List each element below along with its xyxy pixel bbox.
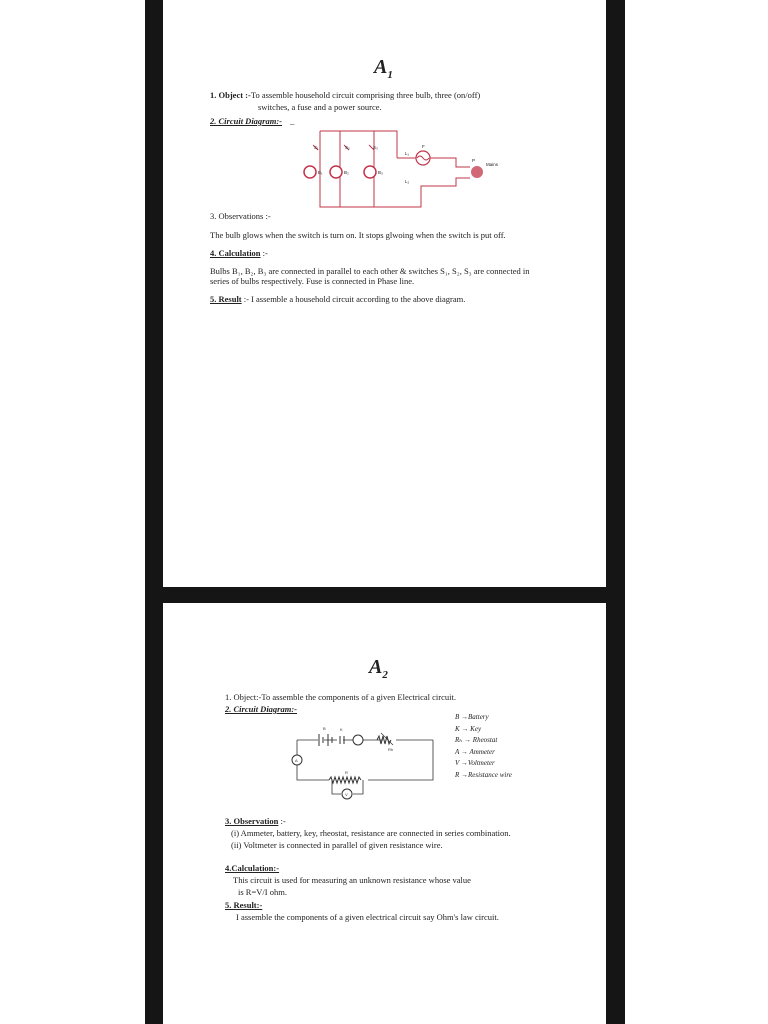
legend-rheostat: Rₕ → Rheostat [455, 736, 498, 744]
page-1-title-sub: 1 [387, 69, 393, 81]
phase-label: L₁ [405, 151, 410, 156]
observation-dash-2: :- [280, 816, 286, 826]
left-margin [0, 0, 145, 1024]
object-text-2-page: 1. Object:-To assemble the components of a given Electrical circuit. [225, 692, 456, 702]
component-legend [455, 712, 512, 781]
result-heading-2 [225, 900, 262, 911]
battery-label: B [323, 726, 326, 731]
bulb-3-label: B₃ [378, 170, 383, 175]
rheostat-label: Rh [388, 747, 394, 752]
fuse-label: F [422, 144, 425, 149]
legend-ammeter: A → Ammeter [455, 747, 495, 756]
mains-socket-icon [471, 166, 483, 178]
result-text: :- I assemble a household circuit according to the above diagram. [243, 294, 466, 304]
calculation-text-2: series of bulbs respectively. Fuse is connected in Phase line. [210, 276, 415, 286]
result-label-2: 5. Result:- [225, 900, 263, 910]
observation-item-1: (i) Ammeter, battery, key, rheostat, resistance are connected in series combination. [231, 828, 511, 838]
object-label: 1. Object :- [210, 90, 251, 100]
bulb-2-label: B₂ [344, 170, 349, 175]
page-1 [163, 0, 606, 587]
mains-p-label: P [472, 158, 476, 163]
resistance-wire-symbol [329, 777, 361, 783]
calculation-label-2: 4.Calculation:- [225, 863, 280, 873]
bulb-symbols [304, 166, 376, 178]
object-text-2: switches, a fuse and a power source. [258, 102, 382, 112]
diagram-label-2: 2. Circuit Diagram:- [225, 704, 298, 714]
observation-text: The bulb glows when the switch is turn on. It stops glwoing when the switch is put off. [210, 230, 506, 240]
bulb-1-label: B₁ [318, 170, 323, 175]
calculation-label: 4. Calculation [210, 248, 261, 258]
result-line [210, 294, 465, 305]
bulb-1-symbol [304, 166, 316, 178]
ammeter-symbol [353, 735, 363, 745]
key-label: K [340, 727, 343, 732]
observation-item-2: (ii) Voltmeter is connected in parallel of given resistance wire. [231, 840, 443, 850]
bulb-3-symbol [364, 166, 376, 178]
legend-battery: B →Battery [455, 713, 489, 721]
switch-2-label: S₂ [345, 145, 350, 150]
diagram-label: 2. Circuit Diagram:- [210, 116, 283, 126]
ammeter-label: A [295, 758, 298, 763]
bulb-2-symbol [330, 166, 342, 178]
ohms-law-circuit-diagram [163, 603, 606, 1024]
calculation-heading-2 [225, 863, 279, 874]
rheostat-arrow [381, 733, 393, 745]
result-label: 5. Result [210, 294, 242, 304]
switch-1-label: S₁ [314, 145, 319, 150]
observation-label: 3. Observations :- [210, 211, 271, 221]
page-2-title-letter: A [369, 656, 383, 678]
calculation-heading [210, 248, 268, 259]
diagram-dash: _ [290, 116, 295, 126]
result-text-2: I assemble the components of a given electrical circuit say Ohm's law circuit. [236, 912, 499, 922]
page-1-title-letter: A [374, 56, 388, 78]
calculation-dash: :- [262, 248, 268, 258]
calculation-text-2-1: This circuit is used for measuring an unknown resistance whose value [233, 875, 471, 885]
resistance-label: R [345, 770, 348, 775]
legend-resistance-wire: R →Resistance wire [455, 770, 512, 779]
legend-key: K → Key [455, 724, 482, 733]
object-text: To assemble household circuit comprising three bulb, three (on/off) [250, 90, 481, 100]
calculation-text-2-2: is R=V/I ohm. [238, 887, 287, 897]
legend-voltmeter: V →Voltmeter [455, 759, 495, 767]
neutral-label: L₂ [405, 179, 410, 184]
page-2 [163, 603, 606, 1024]
observation-label-2: 3. Observation [225, 816, 279, 826]
observation-heading-2 [225, 816, 286, 827]
circuit-wires [320, 131, 470, 207]
voltmeter-label: V [345, 792, 348, 797]
switch-3-label: S₃ [373, 145, 378, 150]
circuit-wires-2 [297, 740, 433, 794]
calculation-text: Bulbs B₁, B₂, B₃ are connected in parallel to each other & switches S₁, S₂, S₃ are connected in [210, 266, 530, 276]
right-margin [625, 0, 768, 1024]
page-2-title-sub: 2 [382, 669, 388, 681]
mains-label: Mains [486, 162, 499, 167]
switch-symbols [313, 145, 374, 150]
